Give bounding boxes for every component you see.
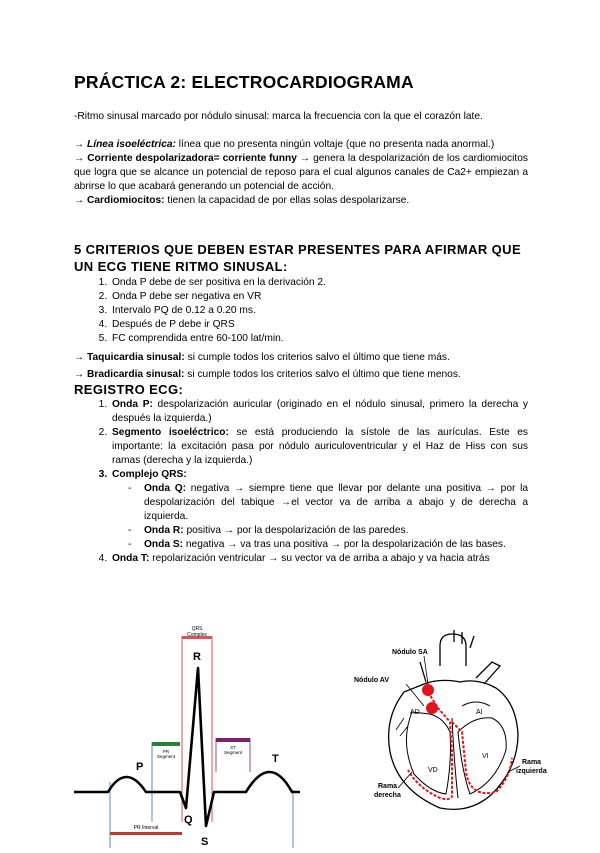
pr-interval-label: PR Interval (133, 825, 159, 831)
figures-row (0, 622, 600, 848)
list-item: 1. Onda P debe de ser positiva en la derivación 2. (110, 276, 528, 290)
nodulo-sa-label: Nódulo SA (392, 649, 428, 656)
pr-interval-bar (110, 832, 182, 835)
pr-segment-label: PR (162, 749, 170, 754)
definition-cardiomiocitos: → Cardiomiocitos: tienen la capacidad de por ellas solas despolarizarse. (74, 195, 410, 206)
wave-t-label: T (272, 753, 279, 765)
vd-label: VD (428, 767, 438, 774)
definition-corriente-funny: → Corriente despolarizadora= corriente funny → genera la despolarización de los cardiomiocitos que logra que se alcance un potencial de reposo para el cual algunos canales de Ca2+ empiezan a abrirse lo que acabará generando un potencial de acción. (74, 153, 529, 192)
rates-section (74, 351, 528, 382)
ad-label: AD (410, 709, 420, 716)
definitions-section (74, 138, 528, 208)
tricuspid-lines (396, 718, 408, 736)
wave-q-label: Q (184, 814, 193, 826)
criteria-list (74, 276, 528, 346)
ecg-diagram (74, 626, 300, 848)
definition-linea-isoelectrica: → Línea isoeléctrica: línea que no presenta ningún voltaje (que no presenta nada anormal.) (74, 139, 495, 150)
rama-derecha-label-2: derecha (374, 792, 401, 799)
list-item: 4. Después de P debe ir QRS (110, 318, 528, 332)
intro-paragraph: -Ritmo sinusal marcado por nódulo sinusal: marca la frecuencia con la que el corazón late. (74, 111, 483, 122)
ecg-waveform (74, 668, 300, 826)
registro-heading: REGISTRO ECG: (74, 382, 184, 397)
nodulo-sa-dot (422, 684, 434, 696)
st-segment-bar (216, 738, 250, 742)
vi-label: VI (482, 753, 489, 760)
st-segment-label-2: Segment (223, 750, 243, 755)
list-item: 4. Onda T: repolarización ventricular → su vector va de arriba a abajo y va hacia atrás (110, 552, 528, 566)
wave-s-label: S (201, 836, 209, 848)
wave-r-label: R (193, 651, 201, 663)
list-item: 3. Intervalo PQ de 0.12 a 0.20 ms. (110, 304, 528, 318)
pr-segment-label-2: Segment (156, 754, 176, 759)
registro-list-cont (74, 552, 528, 566)
list-item: 3. Complejo QRS: (110, 468, 528, 482)
right-ventricle (406, 712, 450, 794)
pulmonary-artery (476, 662, 500, 684)
bradicardia-line: → Bradicardia sinusal: si cumple todos los criterios salvo el último que tiene menos. (74, 369, 461, 380)
rama-izquierda-label: Rama (522, 759, 542, 766)
wave-p-label: P (136, 761, 144, 773)
list-item: 2. Onda P debe ser negativa en VR (110, 290, 528, 304)
ai-label: AI (476, 709, 483, 716)
nodulo-av-dot (426, 702, 438, 714)
criteria-heading: 5 CRITERIOS QUE DEBEN ESTAR PRESENTES PARA AFIRMAR QUE UN ECG TIENE RITMO SINUSAL: (74, 242, 522, 274)
qrs-sublist (74, 482, 528, 552)
list-item: - Onda Q: negativa → siempre tiene que llevar por delante una positiva → por la despolarización del tabique →el vector va de arriba a abajo y de derecha a izquierda. (144, 482, 528, 524)
taquicardia-line: → Taquicardia sinusal: si cumple todos los criterios salvo el último que tiene más. (74, 352, 450, 363)
registro-list (74, 398, 528, 482)
rama-izquierda-label-2: izquierda (516, 768, 547, 775)
rama-der-leader (398, 772, 412, 788)
figures-svg (0, 622, 600, 848)
pr-segment-bar (152, 742, 180, 746)
list-item: 2. Segmento isoeléctrico: se está produciendo la sístole de las aurículas. Este es importante: la excitación pasa por nódulo auriculoventricular y el Haz de Hiss con sus ramas (derecha y la izquierda.) (110, 426, 528, 468)
list-item: - Onda R: positiva → por la despolarización de las paredes. (144, 524, 528, 538)
registro-section (74, 381, 528, 566)
st-segment-label: ST (230, 745, 236, 750)
heart-diagram (389, 630, 520, 809)
list-item: - Onda S: negativa → va tras una positiva → por la despolarización de las bases. (144, 538, 528, 552)
rama-derecha-label: Rama (378, 783, 398, 790)
criteria-section (74, 241, 528, 346)
left-atrium-line (462, 702, 490, 706)
qrs-label-2: Complex (187, 632, 207, 638)
page-title: PRÁCTICA 2: ELECTROCARDIOGRAMA (74, 72, 414, 92)
nodulo-av-label: Nódulo AV (354, 677, 389, 684)
list-item: 5. FC comprendida entre 60-100 lat/min. (110, 332, 528, 346)
qrs-label: QRS (191, 626, 203, 632)
list-item: 1. Onda P: despolarización auricular (originado en el nódulo sinusal, primero la derecha y después la izquierda.) (110, 398, 528, 426)
